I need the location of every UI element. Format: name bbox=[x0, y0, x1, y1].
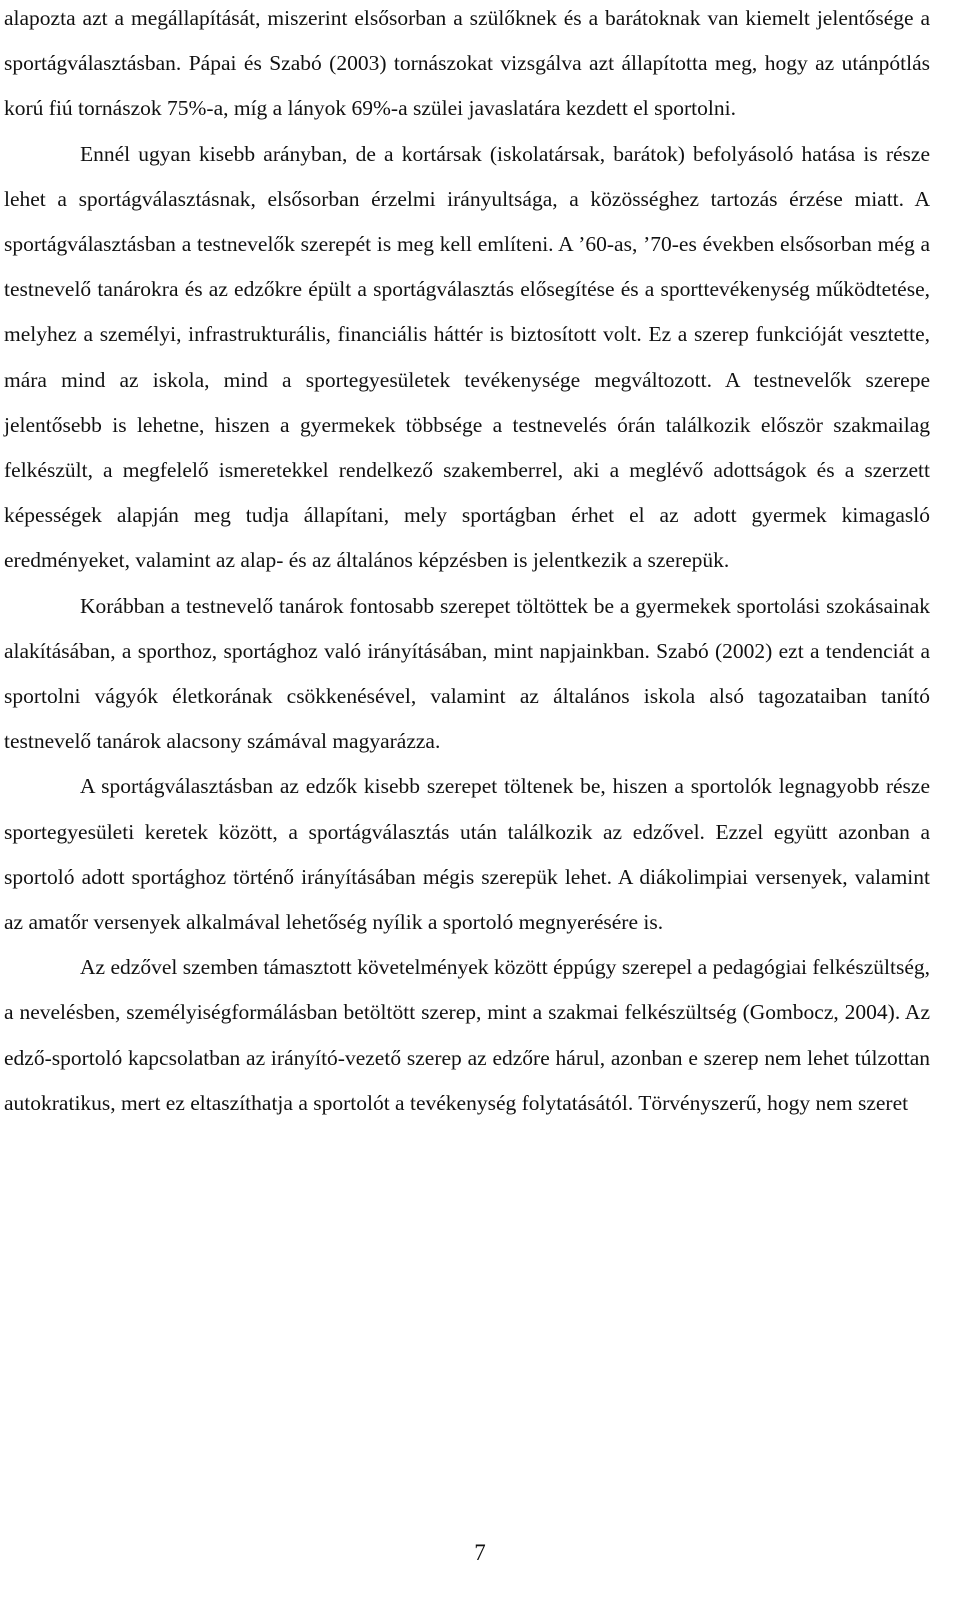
paragraph-peer-influence: Ennél ugyan kisebb arányban, de a kortársak (iskolatársak, barátok) befolyásoló hatása is része lehet a sportágválasztásnak, elsősorban érzelmi irányultsága, a közösséghez tartozás érzése miatt. A sportágválasztásban a testnevelők szerepét is meg kell említeni. A ’60-as, ’70-es években elsősorban még a testnevelő tanárokra és az edzőkre épült a sportágválasztás elősegítése és a sporttevékenység működtetése, melyhez a személyi, infrastrukturális, financiális háttér is biztosított volt. Ez a szerep funkcióját vesztette, mára mind az iskola, mind a sportegyesületek tevékenysége megváltozott. A testnevelők szerepe jelentősebb is lehetne, hiszen a gyermekek többsége a testnevelés órán találkozik először szakmailag felkészült, a megfelelő ismeretekkel rendelkező szakemberrel, aki a meglévő adottságok és a szerzett képességek alapján meg tudja állapítani, mely sportágban érhet el az adott gyermek kimagasló eredményeket, valamint az alap- és az általános képzésben is jelentkezik a szerepük. bbox=[4, 141, 930, 573]
page-number: 7 bbox=[474, 1540, 486, 1565]
body-text bbox=[4, 0, 930, 1126]
paragraph-coach-requirements: Az edzővel szemben támasztott követelmények között éppúgy szerepel a pedagógiai felkészültség, a nevelésben, személyiségformálásban betöltött szerep, mint a szakmai felkészültség (Gombocz, 2004). Az edző-sportoló kapcsolatban az irányító-vezető szerep az edzőre hárul, azonban e szerep nem lehet túlzottan autokratikus, mert ez eltaszíthatja a sportolót a tevékenység folytatásától. Törvényszerű, hogy nem szeret bbox=[4, 955, 930, 1115]
paragraph-coaches: A sportágválasztásban az edzők kisebb szerepet töltenek be, hiszen a sportolók legnagyobb része sportegyesületi keretek között, a sportágválasztás után találkozik az edzővel. Ezzel együtt azonban a sportoló adott sportághoz történő irányításában mégis szerepük lehet. A diákolimpiai versenyek, valamint az amatőr versenyek alkalmával lehetőség nyílik a sportoló megnyerésére is. bbox=[4, 774, 930, 935]
paragraph-pe-teachers: Korábban a testnevelő tanárok fontosabb szerepet töltöttek be a gyermekek sportolási szokásainak alakításában, a sporthoz, sportághoz való irányításában, mint napjainkban. Szabó (2002) ezt a tendenciát a sportolni vágyók életkorának csökkenésével, valamint az általános iskola alsó tagozataiban tanító testnevelő tanárok alacsony számával magyarázza. bbox=[4, 593, 930, 754]
paragraph-continuation: alapozta azt a megállapítását, miszerint elsősorban a szülőknek és a barátoknak van kiemelt jelentősége a sportágválasztásban. Pápai és Szabó (2003) tornászokat vizsgálva azt állapította meg, hogy az utánpótlás korú fiú tornászok 75%-a, míg a lányok 69%-a szülei javaslatára kezdett el sportolni. bbox=[4, 6, 930, 121]
